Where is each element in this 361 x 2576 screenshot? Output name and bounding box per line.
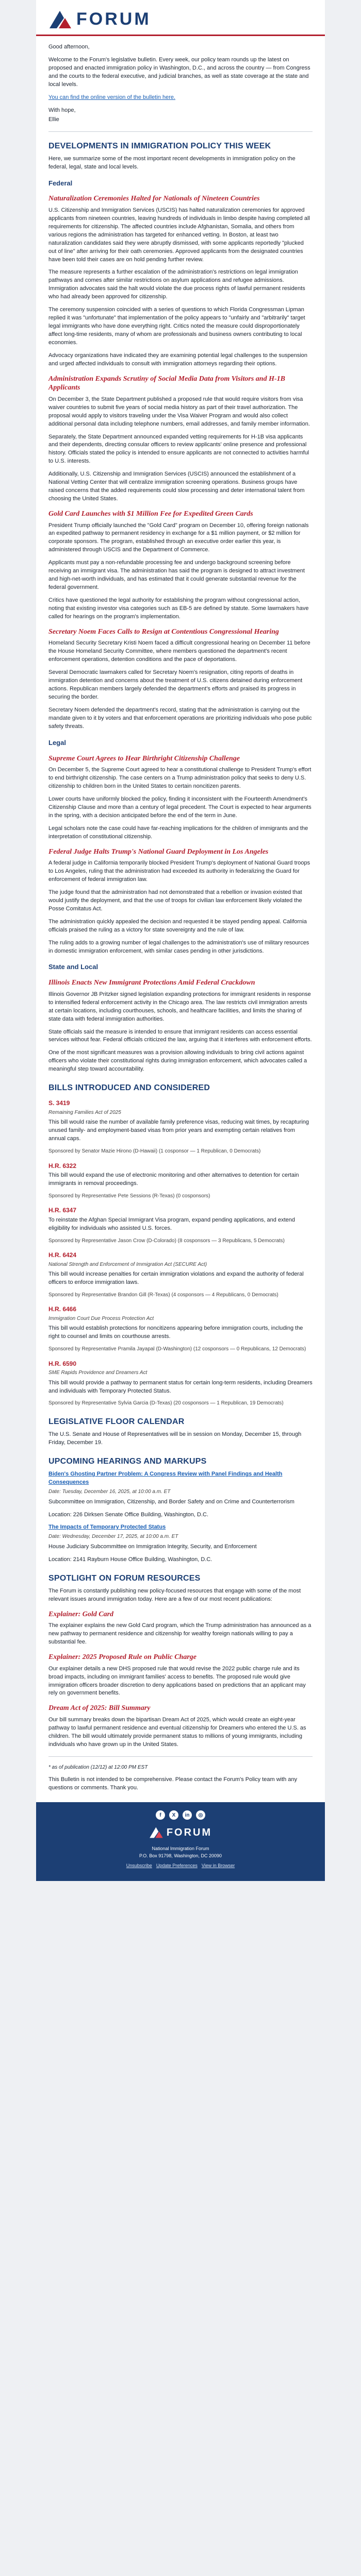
intro-greeting: Good afternoon, — [48, 44, 90, 50]
bill-description: This bill would increase penalties for certain immigration violations and expand the authority of federal officers to enforce immigration laws. — [48, 1271, 304, 1285]
closing-note: This Bulletin is not intended to be comprehensive. Please contact the Forum's Policy team with any questions or comments. Thank you. — [48, 1776, 298, 1791]
article-paragraph: Separately, the State Department announced expanded vetting requirements for H-1B visa applicants and their dependents, directing consular officers to review applicants' online presence and professional history. Officials stated the policy is intended to ensure applicants are not connected to activities harmful to U.S. interests. — [48, 433, 309, 465]
intro-online-link[interactable]: You can find the online version of the bulletin here. — [48, 94, 176, 100]
footer-link[interactable]: Update Preferences — [156, 1863, 198, 1868]
section-title-bills: BILLS INTRODUCED AND CONSIDERED — [48, 1083, 210, 1093]
article-paragraph: U.S. Citizenship and Immigration Services (USCIS) has halted naturalization ceremonies for approved applicants from nineteen countries, leaving hundreds of individuals in limbo despite having completed all requirements for citizenship. The affected countries include Afghanistan, Somalia, and others from various regions the administration has targeted for enhanced vetting. In Boston, at least two naturalization candidates said they were abruptly dismissed, with some applicants reportedly "plucked out of line" after arriving for their oath ceremonies. Approved applicants from the designated countries have been told their cases are on hold pending further review. — [48, 207, 310, 263]
footer-links — [48, 1862, 313, 1870]
article-paragraph: Illinois Governor JB Pritzker signed legislation expanding protections for immigrant residents in response to intensified federal enforcement activity in the Chicago area. The law restricts civil immigration arrests at certain locations, including courthouses, schools, and healthcare facilities, and limits the sharing of state data with federal immigration authorities. — [48, 991, 311, 1022]
article-title[interactable]: Secretary Noem Faces Calls to Resign at Contentious Congressional Hearing — [48, 628, 279, 636]
article-paragraph: The administration quickly appealed the decision and requested it be stayed pending appeal. California officials praised the ruling as a victory for state sovereignty and the rule of law. — [48, 918, 307, 933]
article-paragraph: State officials said the measure is intended to ensure that immigrant residents can access essential services without fear. Federal officials criticized the law, arguing that it interferes with enforcement efforts. — [48, 1028, 312, 1043]
bill-sponsor: Sponsored by Representative Jason Crow (D-Colorado) (8 cosponsors — 3 Republicans, 5 Democrats) — [48, 1238, 285, 1244]
bill-short-title: Immigration Court Due Process Protection Act — [48, 1315, 154, 1321]
forum-logo-icon — [48, 10, 72, 29]
header — [36, 0, 325, 36]
footer-logo — [48, 1825, 313, 1840]
closing-timestamp: * as of publication (12/12) at 12:00 PM EST — [48, 1764, 148, 1770]
social-links — [48, 1810, 313, 1820]
spotlight-list — [48, 1610, 313, 1749]
article-paragraph: A federal judge in California temporarily blocked President Trump's deployment of National Guard troops to Los Angeles, ruling that the administration had exceeded its authority in federalizing the Guard for enforcement of federal immigration law. — [48, 860, 310, 883]
article-paragraph: Legal scholars note the case could have far-reaching implications for the children of immigrants and the interpretation of constitutional citizenship. — [48, 825, 308, 840]
section-title-developments: DEVELOPMENTS IN IMMIGRATION POLICY THIS WEEK — [48, 141, 271, 150]
footer — [36, 1802, 325, 1881]
instagram-icon[interactable]: ◎ — [196, 1810, 205, 1820]
article-paragraph: Advocacy organizations have indicated they are examining potential legal challenges to the suspension and urged affected individuals to consult with immigration attorneys regarding their options. — [48, 352, 308, 367]
legal-articles — [48, 754, 313, 956]
section-title-hearings: UPCOMING HEARINGS AND MARKUPS — [48, 1457, 207, 1466]
brand-name: FORUM — [76, 9, 151, 29]
facebook-icon[interactable]: f — [156, 1810, 165, 1820]
hearing-committee: House Judiciary Subcommittee on Immigration Integrity, Security, and Enforcement — [48, 1543, 257, 1550]
subsection-state-local: State and Local — [48, 963, 99, 971]
article-paragraph: The ceremony suspension coincided with a series of questions to which Florida Congressman Lipman replied it was "unfortunate" that implementation of the policy appears to "unfairly and "arbitrarily" target legal immigrants who have done everything right. Critics noted the measure could disproportionately affect long-time residents, many of whom are professionals and business owners contributing to local economies. — [48, 307, 305, 346]
federal-articles — [48, 194, 313, 731]
article-paragraph: Lower courts have uniformly blocked the policy, finding it inconsistent with the Fourteenth Amendment's Citizenship Clause and more than a century of legal precedent. The Court is expected to hear arguments in the spring, with a decision anticipated before the end of the term in June. — [48, 795, 311, 819]
intro-paragraph: Welcome to the Forum's legislative bulletin. Every week, our policy team rounds up the latest on proposed and enacted immigration policy in Washington, D.C., and across the country — from Congress and the courts to the federal executive, and judicial branches, as well as state coverage at the state and local levels. — [48, 56, 310, 88]
section-title-spotlight: SPOTLIGHT ON FORUM RESOURCES — [48, 1573, 201, 1583]
article-title[interactable]: Illinois Enacts New Immigrant Protections Amid Federal Crackdown — [48, 979, 255, 987]
resource-title[interactable]: Dream Act of 2025: Bill Summary — [48, 1704, 151, 1713]
article-paragraph: Additionally, U.S. Citizenship and Immigration Services (USCIS) announced the establishment of a National Vetting Center that will centralize immigration screening operations. Business groups have raised concerns that the added requirements could slow processing and deter international talent from choosing the United States. — [48, 471, 305, 502]
article-paragraph: Homeland Security Secretary Kristi Noem faced a difficult congressional hearing on December 11 before the House Homeland Security Committee, where members questioned the department's recent enforcement operations, detention conditions and the pace of deportations. — [48, 640, 310, 663]
footer-link[interactable]: Unsubscribe — [126, 1863, 152, 1868]
article-paragraph: Critics have questioned the legal authority for establishing the program without congressional action, noting that existing investor visa categories such as EB-5 are defined by statute. Some lawmakers have called for hearings on the program's implementation. — [48, 597, 309, 620]
bill-short-title: Remaining Families Act of 2025 — [48, 1109, 121, 1115]
article-paragraph: On December 3, the State Department published a proposed rule that would require visitors from visa waiver countries to submit five years of social media history as part of their travel authorization. The proposal would apply to visitors traveling under the Visa Waiver Program and would also collect additional personal data including telephone numbers, email addresses, and family member information. — [48, 396, 310, 427]
footer-org: National Immigration Forum — [152, 1846, 209, 1851]
article-title[interactable]: Administration Expands Scrutiny of Social Media Data from Visitors and H-1B Applicants — [48, 375, 285, 392]
bill-number[interactable]: H.R. 6424 — [48, 1251, 77, 1259]
sign-off-greeting: With hope, — [48, 107, 76, 113]
bill-short-title: SME Rapids Providence and Dreamers Act — [48, 1370, 147, 1376]
resource-summary: Our explainer details a new DHS proposed rule that would revise the 2022 public charge rule and its broad impacts, including on immigrant families' access to benefits. The proposed rule would give immigration officers broader discretion to deny applications based on predictions that an applicant may rely on government benefits. — [48, 1665, 306, 1697]
bill-sponsor: Sponsored by Senator Mazie Hirono (D-Hawaii) (1 cosponsor — 1 Republican, 0 Democrats) — [48, 1148, 261, 1155]
bill-number[interactable]: H.R. 6322 — [48, 1162, 77, 1170]
hearings-list — [48, 1470, 313, 1564]
bill-short-title: National Strength and Enforcement of Immigration Act (SECURE Act) — [48, 1261, 207, 1267]
bill-number[interactable]: S. 3419 — [48, 1099, 70, 1107]
bill-number[interactable]: H.R. 6590 — [48, 1360, 77, 1367]
developments-lead: Here, we summarize some of the most important recent developments in immigration policy on the federal, legal, state and local levels. — [48, 155, 296, 170]
bottom-background — [0, 1881, 361, 1902]
hearing-committee: Subcommittee on Immigration, Citizenship, and Border Safety and on Crime and Counterterrorism — [48, 1498, 294, 1505]
bill-number[interactable]: H.R. 6347 — [48, 1207, 77, 1214]
article-paragraph: The measure represents a further escalation of the administration's restrictions on legal immigration pathways and comes after similar restrictions on asylum applications and refugee admissions. Immigration advocates said the halt would violate the due process rights of lawful permanent residents who had already been approved for citizenship. — [48, 269, 305, 300]
hearing-location: Location: 2141 Rayburn House Office Building, Washington, D.C. — [48, 1556, 212, 1563]
article-title[interactable]: Federal Judge Halts Trump's National Guard Deployment in Los Angeles — [48, 848, 269, 856]
divider — [48, 1756, 313, 1757]
article-title[interactable]: Gold Card Launches with $1 Million Fee for Expedited Green Cards — [48, 510, 253, 518]
article-paragraph: On December 5, the Supreme Court agreed to hear a constitutional challenge to President Trump's effort to end birthright citizenship. The case centers on a Trump administration policy that seeks to deny U.S. citizenship to children born in the United States to certain noncitizen parents. — [48, 767, 311, 789]
bill-sponsor: Sponsored by Representative Sylvia Garcia (D-Texas) (20 cosponsors — 1 Republican, 19 Democrats) — [48, 1400, 284, 1406]
bill-description: To reinstate the Afghan Special Immigrant Visa program, expand pending applications, and extend eligibility for individuals who assisted U.S. forces. — [48, 1216, 295, 1231]
newsletter-page — [36, 0, 325, 1881]
bill-description: This bill would provide a pathway to permanent status for certain long-term residents, including Dreamers and individuals with Temporary Protected Status. — [48, 1379, 313, 1394]
hearing-title[interactable]: The Impacts of Temporary Protected Status — [48, 1524, 166, 1531]
section-title-calendar: LEGISLATIVE FLOOR CALENDAR — [48, 1417, 185, 1426]
resource-summary: Our bill summary breaks down the bipartisan Dream Act of 2025, which would create an eight-year pathway to lawful permanent residence and eventual citizenship for Dreamers who entered the U.S. as children. The bill would ultimately provide permanent status to millions of young immigrants, including individuals who have grown up in the United States. — [48, 1716, 306, 1748]
bill-sponsor: Sponsored by Representative Brandon Gill (R-Texas) (4 cosponsors — 4 Republicans, 0 Democrats) — [48, 1292, 278, 1298]
hearing-title[interactable]: Biden's Ghosting Partner Problem: A Congress Review with Panel Findings and Health Consequences — [48, 1471, 283, 1486]
article-paragraph: Secretary Noem defended the department's record, stating that the administration is carrying out the mandate given to it by voters and that enforcement operations are prioritizing individuals who pose public safety threats. — [48, 706, 312, 730]
hearing-date: Date: Tuesday, December 16, 2025, at 10:00 a.m. ET — [48, 1489, 171, 1495]
resource-title[interactable]: Explainer: 2025 Proposed Rule on Public Charge — [48, 1653, 197, 1662]
article-paragraph: One of the most significant measures was a provision allowing individuals to bring civil actions against officers who violate their constitutional rights during immigration enforcement, which advocates called a meaningful step toward accountability. — [48, 1049, 307, 1073]
bill-description: This bill would raise the number of available family preference visas, reducing wait times, by recapturing unused family- and employment-based visas from prior years and exempting certain relatives from annual caps. — [48, 1119, 309, 1142]
article-paragraph: President Trump officially launched the "Gold Card" program on December 10, offering foreign nationals an expedited pathway to permanent residency in exchange for a $1 million payment, or $2 million for corporate sponsors. The program, established through an executive order earlier this year, is administered through USCIS and the Department of Commerce. — [48, 522, 309, 553]
resource-summary: The explainer explains the new Gold Card program, which the Trump administration has announced as a new pathway to permanent residence and citizenship for wealthy foreign nationals willing to pay a substantial fee. — [48, 1622, 311, 1646]
footer-link[interactable]: View in Browser — [201, 1863, 235, 1868]
spotlight-intro: The Forum is constantly publishing new policy-focused resources that engage with some of the most relevant issues around immigration today. Here are a few of our most recent publications: — [48, 1587, 301, 1602]
article-paragraph: The judge found that the administration had not demonstrated that a rebellion or invasion existed that would justify the deployment, and that the use of troops for civilian law enforcement likely violated the Posse Comitatus Act. — [48, 889, 302, 912]
state-articles — [48, 978, 313, 1074]
subsection-federal: Federal — [48, 179, 73, 187]
article-title[interactable]: Supreme Court Agrees to Hear Birthright Citizenship Challenge — [48, 754, 240, 762]
hearing-location: Location: 226 Dirksen Senate Office Building, Washington, D.C. — [48, 1511, 209, 1518]
bills-list — [48, 1099, 313, 1408]
divider — [48, 131, 313, 132]
linkedin-icon[interactable]: in — [183, 1810, 192, 1820]
article-paragraph: Several Democratic lawmakers called for Secretary Noem's resignation, citing reports of deaths in immigration detention and concerns about the treatment of U.S. citizens detained during enforcement actions. Republican members largely defended the department's efforts and praised its progress in securing the border. — [48, 669, 303, 700]
bill-number[interactable]: H.R. 6466 — [48, 1306, 77, 1313]
article-title[interactable]: Naturalization Ceremonies Halted for Nationals of Nineteen Countries — [48, 195, 260, 203]
subsection-legal: Legal — [48, 738, 66, 747]
footer-brand: FORUM — [166, 1827, 212, 1838]
bill-description: This bill would establish protections for noncitizens appearing before immigration courts, including the right to counsel and limits on courthouse arrests. — [48, 1325, 303, 1340]
hearing-date: Date: Wednesday, December 17, 2025, at 10:00 a.m. ET — [48, 1534, 178, 1540]
forum-logo-icon — [149, 1826, 163, 1839]
article-paragraph: The ruling adds to a growing number of legal challenges to the administration's use of military resources in domestic immigration enforcement, with similar cases pending in other jurisdictions. — [48, 939, 309, 954]
sign-off-name: Ellie — [48, 116, 59, 123]
bill-description: This bill would expand the use of electronic monitoring and other alternatives to detention for certain immigrants in removal proceedings. — [48, 1172, 299, 1187]
calendar-text: The U.S. Senate and House of Representatives will be in session on Monday, December 15, through Friday, December 19. — [48, 1431, 302, 1446]
main-content — [36, 36, 325, 1802]
resource-title[interactable]: Explainer: Gold Card — [48, 1610, 114, 1618]
article-paragraph: Applicants must pay a non-refundable processing fee and undergo background screening before receiving an immigrant visa. The administration has said the program is designed to attract investment and high-net-worth individuals, and has estimated that it could generate substantial revenue for the federal government. — [48, 560, 305, 591]
bill-sponsor: Sponsored by Representative Pete Sessions (R-Texas) (0 cosponsors) — [48, 1193, 210, 1199]
bill-sponsor: Sponsored by Representative Pramila Jayapal (D-Washington) (12 cosponsors — 0 Republicans, 12 Democrats) — [48, 1346, 306, 1352]
x-icon[interactable]: X — [169, 1810, 178, 1820]
footer-address: P.O. Box 91798, Washington, DC 20090 — [139, 1853, 222, 1858]
